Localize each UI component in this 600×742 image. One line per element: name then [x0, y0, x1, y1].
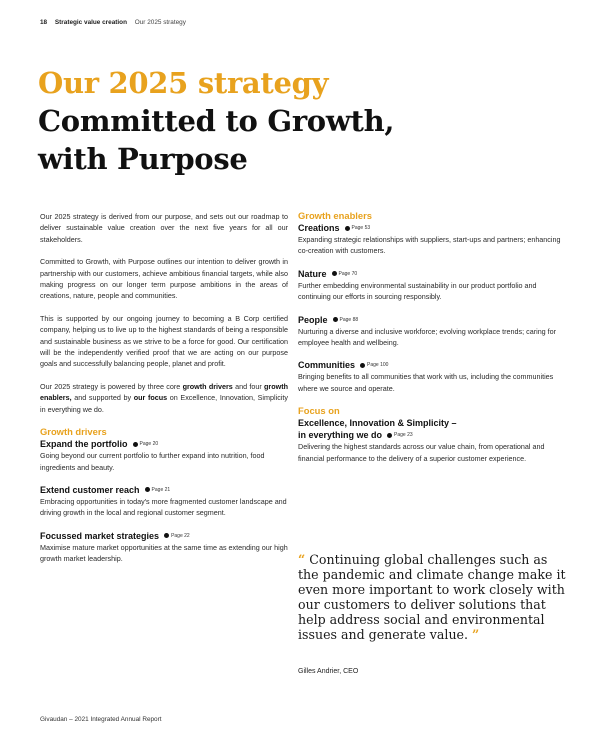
- item-title-row: [298, 268, 570, 280]
- text: and four: [232, 381, 265, 391]
- page-reference-link[interactable]: [164, 530, 190, 542]
- intro-paragraph-3: This is supported by our ongoing journey to becoming a B Corp certified company, helping us to live up to the highest standards of being a responsible and sustainable business as we strive to be a force for good. Our certification will be the independently verified proof that we are acting on our purpose goals and successfully balancing people, planet and profit.: [40, 313, 288, 369]
- growth-driver-item: [40, 438, 288, 473]
- focus-title-line-1: [298, 417, 570, 429]
- emphasis-growth-drivers: growth drivers: [182, 381, 233, 391]
- running-header: [40, 19, 186, 26]
- item-description: Embracing opportunities in today's more fragmented customer landscape and driving growth in the local and regional customer segment.: [40, 496, 287, 518]
- title-line-2: Committed to Growth,: [38, 104, 395, 138]
- quote-text: Continuing global challenges such as the pandemic and climate change make it even more important to work closely with our customers to deliver solutions that help address social and environmental issues and generate value.: [298, 552, 566, 643]
- item-title-row: [298, 314, 570, 326]
- intro-paragraph-1: Our 2025 strategy is derived from our purpose, and sets out our roadmap to deliver sustainable value creation over the next five years for all our stakeholders.: [40, 212, 288, 244]
- right-column: [298, 210, 570, 475]
- item-description: Bringing benefits to all communities that work with us, including the communities where we source and operate.: [298, 372, 554, 393]
- item-description: Further embedding environmental sustainability in our product portfolio and continuing our efforts in sourcing responsibly.: [298, 280, 537, 302]
- item-title-row: [40, 438, 288, 450]
- title-line-1: Our 2025 strategy: [38, 66, 329, 100]
- item-title: Extend customer reach: [40, 484, 140, 495]
- focus-on-heading: Focus on: [298, 405, 340, 417]
- footer: Givaudan – 2021 Integrated Annual Report: [40, 716, 162, 723]
- item-title: Nature: [298, 268, 327, 279]
- section-title: Strategic value creation: [54, 19, 127, 26]
- item-title-row: [298, 359, 570, 371]
- item-description: Expanding strategic relationships with suppliers, start-ups and partners; enhancing co-creation with customers.: [298, 235, 561, 256]
- page-ref-label: Page 22: [171, 532, 190, 539]
- page-ref-label: Page 21: [151, 486, 171, 493]
- page-ref-label: Page 88: [339, 316, 359, 323]
- growth-driver-item: [40, 530, 288, 565]
- focus-description: Delivering the highest standards across our value chain, from operational and financial performance to the delivery of a superior customer experience.: [298, 442, 545, 463]
- page-reference-link[interactable]: [345, 222, 371, 234]
- emphasis-growth-enablers: growth enablers,: [40, 381, 288, 403]
- left-column: [40, 211, 288, 576]
- page-dot-icon: [345, 226, 350, 231]
- growth-enabler-item: [298, 359, 570, 394]
- subsection-title: Our 2025 strategy: [134, 19, 186, 26]
- text: and supported by: [71, 393, 134, 403]
- page-dot-icon: [333, 317, 338, 322]
- page-ref-label: Page 23: [394, 432, 413, 439]
- item-title-row: [298, 222, 570, 234]
- item-title: Creations: [298, 223, 340, 233]
- page-ref-label: Page 53: [351, 225, 371, 231]
- growth-drivers-heading: Growth drivers: [40, 426, 107, 438]
- item-title: Communities: [298, 360, 356, 371]
- growth-driver-item: [40, 484, 288, 519]
- page-dot-icon: [360, 363, 365, 368]
- item-title-row: [40, 484, 288, 496]
- growth-enabler-item: [298, 314, 570, 349]
- page-dot-icon: [133, 442, 138, 447]
- close-quote-icon: ”: [472, 627, 480, 643]
- item-description: Maximise mature market opportunities at the same time as extending our high growth market leadership.: [40, 542, 288, 564]
- text: Our 2025 strategy is powered by three core: [40, 381, 183, 391]
- emphasis-our-focus: our focus: [133, 393, 168, 403]
- intro-paragraph-4: [40, 381, 288, 415]
- item-title: People: [298, 314, 328, 325]
- quote-author: Gilles Andrier, CEO: [298, 668, 359, 675]
- growth-enablers-heading: Growth enablers: [298, 210, 372, 221]
- page-dot-icon: [387, 433, 392, 438]
- page-reference-link[interactable]: [333, 314, 359, 326]
- item-description: Nurturing a diverse and inclusive workforce; evolving workplace trends; caring for employee health and wellbeing.: [298, 326, 557, 348]
- growth-enabler-item: [298, 222, 570, 257]
- item-title: Focussed market strategies: [40, 530, 160, 541]
- focus-title-line-2: [298, 429, 570, 441]
- item-title-row: [40, 530, 288, 542]
- page-ref-label: Page 70: [338, 270, 358, 277]
- growth-enabler-item: [298, 268, 570, 303]
- ceo-quote: [298, 552, 568, 643]
- item-title: Expand the portfolio: [40, 439, 128, 450]
- page-reference-link[interactable]: [145, 484, 171, 496]
- page-reference-link[interactable]: [133, 438, 159, 450]
- item-title: Excellence, Innovation & Simplicity –: [298, 418, 457, 429]
- page-dot-icon: [164, 533, 169, 538]
- page-ref-label: Page 20: [139, 441, 159, 448]
- page-number: 18: [40, 19, 48, 26]
- page-title: [38, 64, 394, 178]
- page-dot-icon: [332, 271, 337, 276]
- title-line-3: with Purpose: [38, 142, 248, 176]
- item-description: Going beyond our current portfolio to further expand into nutrition, food ingredients and beauty.: [40, 451, 265, 472]
- open-quote-icon: “: [298, 552, 306, 567]
- page-reference-link[interactable]: [332, 268, 358, 280]
- page-dot-icon: [145, 487, 150, 492]
- item-title: in everything we do: [298, 430, 383, 441]
- page-ref-label: Page 100: [367, 362, 389, 369]
- text: on Excellence, Innovation, Simplicity in everything we do.: [40, 393, 288, 414]
- page-reference-link[interactable]: [360, 359, 388, 371]
- intro-paragraph-2: Committed to Growth, with Purpose outlines our intention to deliver growth in partnership with our customers, achieve ambitious financial targets, while also making progress on our longer term purpose ambitions in the areas of creations, nature, people and communities.: [40, 257, 288, 301]
- page-reference-link[interactable]: [387, 429, 413, 441]
